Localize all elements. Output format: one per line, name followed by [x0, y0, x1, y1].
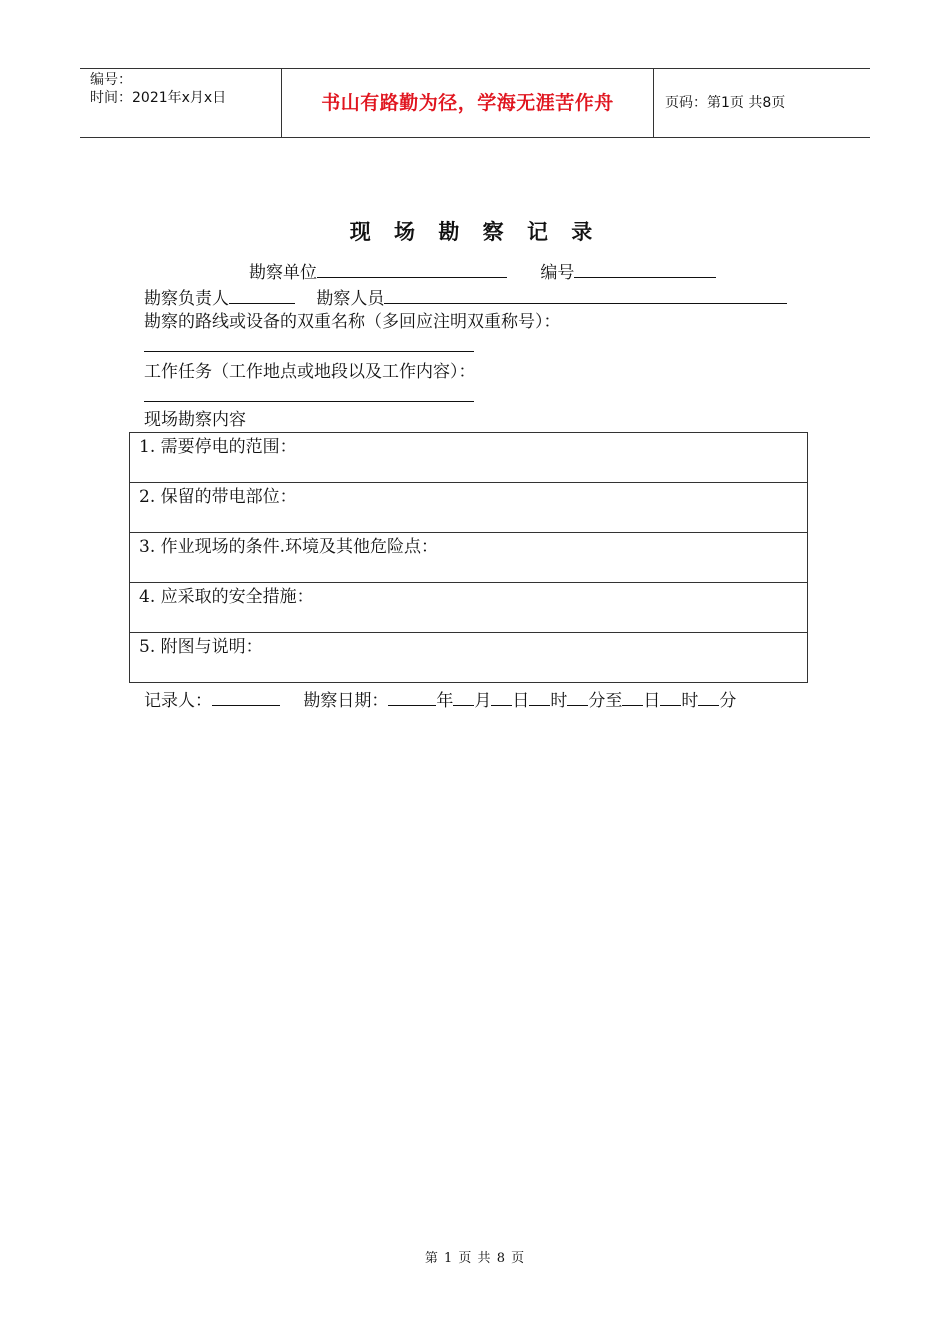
record-row	[144, 688, 736, 712]
date-label: 勘察日期：	[303, 691, 389, 711]
page-header	[80, 68, 870, 138]
minute-to-label: 分至	[588, 691, 623, 711]
table-row-attachments[interactable]	[130, 633, 807, 682]
task-blank[interactable]	[144, 401, 474, 402]
recorder-blank[interactable]	[212, 688, 280, 706]
staff-label: 勘察人员	[316, 289, 385, 309]
number-label: 编号	[540, 263, 575, 283]
month-blank[interactable]	[453, 688, 474, 706]
page-footer: 第 1 页 共 8 页	[424, 1251, 526, 1266]
table-row-label: 2. 保留的带电部位：	[139, 487, 297, 507]
minute-blank[interactable]	[567, 688, 588, 706]
table-row-power-off-scope[interactable]	[130, 433, 807, 483]
personnel-row	[144, 286, 787, 310]
header-meta	[80, 69, 282, 137]
header-page-cell	[655, 69, 870, 137]
table-row-label: 1. 需要停电的范围：	[139, 437, 297, 457]
header-motto: 书山有路勤为径，学海无涯苦作舟	[321, 92, 614, 114]
recorder-label: 记录人：	[144, 691, 212, 711]
year-blank[interactable]	[388, 688, 436, 706]
unit-row	[249, 260, 716, 284]
day2-blank[interactable]	[622, 688, 643, 706]
leader-label: 勘察负责人	[144, 289, 229, 309]
header-page-code: 页码：第1页 共8页	[665, 95, 786, 111]
route-label: 勘察的路线或设备的双重名称（多回应注明双重称号）：	[144, 312, 561, 332]
number-blank[interactable]	[574, 260, 716, 278]
hour-blank[interactable]	[529, 688, 550, 706]
table-row-safety-measures[interactable]	[130, 583, 807, 633]
survey-content-table	[129, 432, 808, 683]
header-time-label: 时间：2021年x月x日	[90, 90, 227, 106]
minute-label: 分	[719, 691, 737, 711]
content-label: 现场勘察内容	[144, 410, 246, 430]
route-blank[interactable]	[144, 351, 474, 352]
table-row-label: 5. 附图与说明：	[139, 637, 263, 657]
header-motto-cell	[282, 69, 654, 137]
table-row-label: 3. 作业现场的条件.环境及其他危险点：	[139, 537, 439, 557]
table-row-label: 4. 应采取的安全措施：	[139, 587, 314, 607]
unit-label: 勘察单位	[249, 263, 317, 283]
document-title: 现 场 勘 察 记 录	[349, 220, 601, 244]
unit-blank[interactable]	[317, 260, 507, 278]
year-label: 年	[436, 691, 454, 711]
table-row-site-conditions[interactable]	[130, 533, 807, 583]
header-number-label: 编号：	[90, 72, 132, 88]
table-row-live-parts[interactable]	[130, 483, 807, 533]
month-label: 月	[474, 691, 492, 711]
minute2-blank[interactable]	[698, 688, 719, 706]
day-label: 日	[512, 691, 530, 711]
hour2-blank[interactable]	[660, 688, 681, 706]
task-label: 工作任务（工作地点或地段以及工作内容）：	[144, 362, 476, 382]
hour2-label: 时	[681, 691, 699, 711]
day2-label: 日	[643, 691, 661, 711]
leader-blank[interactable]	[229, 286, 295, 304]
staff-blank[interactable]	[384, 286, 787, 304]
hour-label: 时	[550, 691, 568, 711]
day-blank[interactable]	[491, 688, 512, 706]
